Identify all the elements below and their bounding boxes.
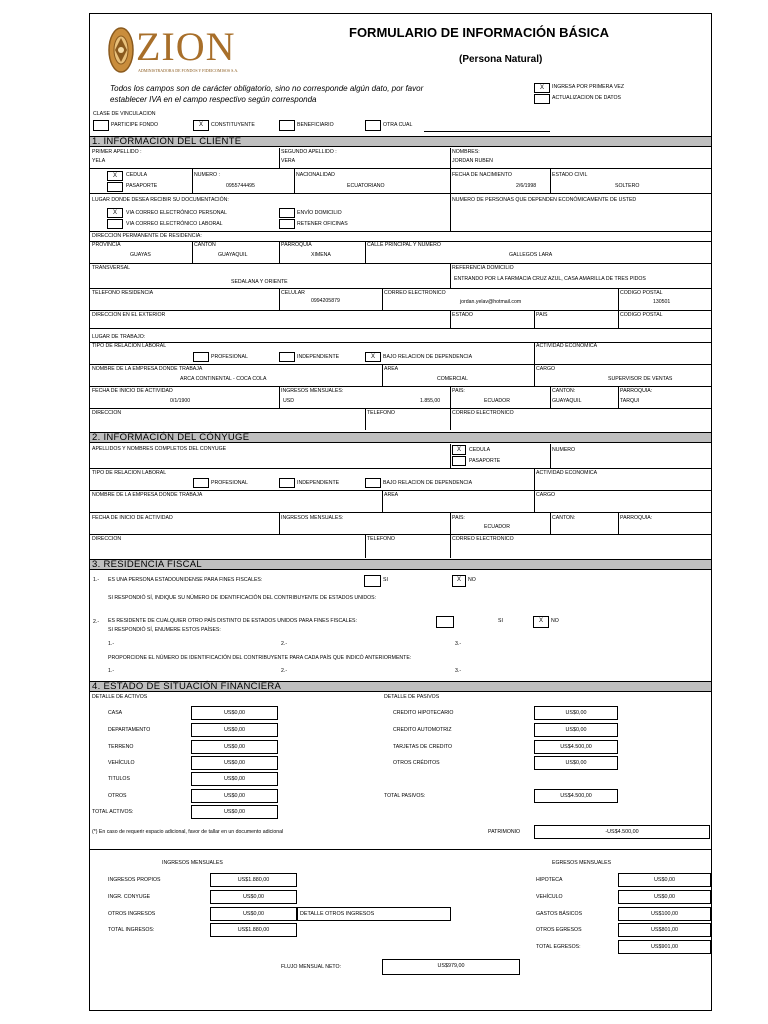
- calle-value: GALLEGOS LARA: [509, 252, 553, 258]
- section-2-header: 2. INFORMACIÓN DEL CÓNYUGE: [90, 432, 711, 443]
- provincia-value: GUAYAS: [130, 252, 151, 258]
- conyuge-pais-value: ECUADOR: [484, 524, 510, 530]
- codigo-postal-label: CODIGO POSTAL: [620, 290, 663, 296]
- codigo-postal-value: 130501: [653, 299, 671, 305]
- form-title: FORMULARIO DE INFORMACIÓN BÁSICA: [349, 25, 609, 40]
- independiente-label: INDEPENDIENTE: [297, 354, 340, 360]
- parroquia-trabajo-label: PARROQUIA:: [620, 388, 653, 394]
- pais-trabajo-value: ECUADOR: [484, 398, 510, 404]
- section-3-header: 3. RESIDENCIA FISCAL: [90, 559, 711, 570]
- update-checkbox[interactable]: [534, 94, 550, 104]
- activo-terreno-label: TERRENO: [108, 744, 134, 750]
- egreso-otros-label: OTROS EGRESOS: [536, 927, 582, 933]
- transversal-value: SEDALANA Y ORIENTE: [231, 279, 288, 285]
- conyuge-cedula-label: CEDULA: [469, 447, 491, 453]
- activo-departamento-label: DEPARTAMENTO: [108, 727, 151, 733]
- conyuge-independiente-label: INDEPENDIENTE: [297, 480, 340, 486]
- estado-label: ESTADO: [452, 312, 473, 318]
- pasivo-otros-value[interactable]: US$0,00: [534, 756, 618, 770]
- otra-label: OTRA CUAL: [383, 122, 413, 128]
- conyuge-cedula-checkbox[interactable]: X: [452, 445, 466, 455]
- calle-label: CALLE PRINCIPAL Y NUMERO: [367, 242, 441, 248]
- conyuge-telefono-label: TELEFONO: [367, 536, 395, 542]
- profesional-checkbox[interactable]: [193, 352, 209, 362]
- pasivo-tarjetas-label: TARJETAS DE CREDITO: [393, 744, 453, 750]
- direccion-trabajo-label: DIRECCION: [92, 410, 122, 416]
- conyuge-actividad-label: ACTIVIDAD ECONOMICA: [536, 470, 598, 476]
- form-subtitle: (Persona Natural): [459, 54, 543, 65]
- celular-value: 0994205879: [311, 298, 340, 304]
- pasaporte-checkbox[interactable]: [107, 182, 123, 192]
- fiscal-q1-no-label: NO: [468, 577, 476, 583]
- ingreso-conyuge-label: INGR. CONYUGE: [108, 894, 151, 900]
- ingreso-otros-label: OTROS INGRESOS: [108, 911, 156, 917]
- doc-email-personal-checkbox[interactable]: X: [107, 208, 123, 218]
- nota-espacio-adicional: (*) En caso de requerir espacio adicional, favor de tallar en un documento adicional: [92, 829, 284, 835]
- parroquia-trabajo-value: TARQUI: [620, 398, 640, 404]
- total-egresos-label: TOTAL EGRESOS:: [536, 944, 581, 950]
- telefono-residencia-label: TELEFONO RESIDENCIA: [92, 290, 154, 296]
- activo-titulos-value[interactable]: US$0,00: [191, 772, 278, 786]
- nif-3-label: 3.-: [455, 668, 462, 674]
- patrimonio-value: -US$4.500,00: [534, 825, 710, 839]
- conyuge-profesional-checkbox[interactable]: [193, 478, 209, 488]
- pasivo-hipotecario-label: CREDITO HIPOTECARIO: [393, 710, 454, 716]
- nif-1-label: 1.-: [108, 668, 115, 674]
- ingreso-otros-value[interactable]: US$0,00: [210, 907, 297, 921]
- conyuge-pasaporte-checkbox[interactable]: [452, 456, 466, 466]
- activo-otros-label: OTROS: [108, 793, 127, 799]
- fiscal-q2-si-label: SI: [498, 618, 503, 624]
- constituyente-label: CONSTITUYENTE: [211, 122, 255, 128]
- conyuge-pais-label: PAIS:: [452, 515, 465, 521]
- doc-domicilio-label: ENVÍO DOMICILIO: [297, 210, 342, 216]
- parroquia-value: XIMENA: [311, 252, 331, 258]
- patrimonio-label: PATRIMONIO: [488, 829, 521, 835]
- canton-trabajo-label: CANTON:: [552, 388, 576, 394]
- fecha-inicio-label: FECHA DE INICIO DE ACTIVIDAD: [92, 388, 173, 394]
- moneda-value: USD: [283, 398, 294, 404]
- activo-departamento-value[interactable]: US$0,00: [191, 723, 278, 737]
- fiscal-q2-si-box[interactable]: [436, 616, 454, 628]
- canton-label: CANTON: [194, 242, 216, 248]
- conyuge-area-label: AREA: [384, 492, 399, 498]
- first-time-label: INGRESA POR PRIMERA VEZ: [552, 84, 625, 90]
- actividad-label: ACTIVIDAD ECONOMICA: [536, 343, 598, 349]
- estado-civil-value: SOLTERO: [615, 183, 640, 189]
- pasivo-hipotecario-value[interactable]: US$0,00: [534, 706, 618, 720]
- vinculacion-label: CLASE DE VINCULACION: [93, 111, 156, 117]
- tipo-relacion-label: TIPO DE RELACION LABORAL: [92, 343, 167, 349]
- ingresos-label: INGRESOS MENSUALES:: [281, 388, 344, 394]
- section-1-header: 1. INFORMACION DEL CLIENTE: [90, 136, 711, 147]
- area-value: COMERCIAL: [437, 376, 468, 382]
- dependencia-label: BAJO RELACION DE DEPENDENCIA: [383, 354, 473, 360]
- egreso-hipoteca-label: HIPOTECA: [536, 877, 563, 883]
- fiscal-q1-si-label: SI: [383, 577, 388, 583]
- fiscal-q2-no-label: NO: [551, 618, 559, 624]
- telefono-trabajo-label: TELEFONO: [367, 410, 395, 416]
- fecha-inicio-value: 0/1/1900: [170, 398, 191, 404]
- flujo-neto-label: FLUJO MENSUAL NETO:: [281, 964, 341, 970]
- activo-vehiculo-value[interactable]: US$0,00: [191, 756, 278, 770]
- doc-oficinas-checkbox[interactable]: [279, 219, 295, 229]
- referencia-label: REFERENCIA DOMICILIO: [452, 265, 514, 271]
- fiscal-q1-text: ES UNA PERSONA ESTADOUNIDENSE PARA FINES FISCALES:: [108, 577, 263, 583]
- cargo-value: SUPERVISOR DE VENTAS: [608, 376, 673, 382]
- fiscal-q1b-text: SI RESPONDIÓ SÍ, INDIQUE SU NÚMERO DE IDENTIFICACIÓN DEL CONTRIBUYENTE DE ESTADOS UNIDOS:: [108, 595, 377, 601]
- fiscal-q2-number: 2.-: [93, 619, 100, 625]
- total-egresos-value: US$901,00: [618, 940, 711, 954]
- ingresos-mensuales-header: INGRESOS MENSUALES: [162, 860, 223, 866]
- direccion-residencia-label: DIRECCION PERMANENTE DE RESIDENCIA:: [92, 233, 202, 239]
- conyuge-tipo-relacion-label: TIPO DE RELACION LABORAL: [92, 470, 167, 476]
- nacionalidad-label: NACIONALIDAD: [296, 172, 335, 178]
- codigo-postal-ext-label: CODIGO POSTAL: [620, 312, 663, 318]
- fiscal-q2b-text: SI RESPONDIÓ SÍ, ENUMERE ESTOS PAÍSES:: [108, 627, 221, 633]
- conyuge-dependencia-checkbox[interactable]: [365, 478, 381, 488]
- update-label: ACTUALIZACION DE DATOS: [552, 95, 621, 101]
- fiscal-q1-no-checkbox[interactable]: X: [452, 575, 466, 587]
- pais-1-label: 1.-: [108, 641, 115, 647]
- doc-email-personal-label: VIA CORREO ELECTRÓNICO PERSONAL: [126, 210, 227, 216]
- total-activos-label: TOTAL ACTIVOS:: [92, 809, 134, 815]
- lugar-trabajo-label: LUGAR DE TRABAJO:: [92, 334, 146, 340]
- egresos-mensuales-header: EGRESOS MENSUALES: [552, 860, 612, 866]
- pais-2-label: 2.-: [281, 641, 288, 647]
- total-activos-value: US$0,00: [191, 805, 278, 819]
- pasivo-otros-label: OTROS CRÉDITOS: [393, 760, 440, 766]
- conyuge-fecha-inicio-label: FECHA DE INICIO DE ACTIVIDAD: [92, 515, 173, 521]
- conyuge-parroquia-label: PARROQUIA:: [620, 515, 653, 521]
- area-label: AREA: [384, 366, 399, 372]
- activo-casa-value[interactable]: US$0,00: [191, 706, 278, 720]
- detalle-otros-ingresos-field[interactable]: [297, 907, 451, 921]
- nombres-value: JORDAN RUBEN: [452, 158, 493, 164]
- otra-checkbox[interactable]: [365, 120, 381, 131]
- canton-trabajo-value: GUAYAQUIL: [552, 398, 582, 404]
- fiscal-q2-no-checkbox[interactable]: X: [533, 616, 549, 628]
- numero-label: NUMERO :: [194, 172, 220, 178]
- segundo-apellido-value: VERA: [281, 158, 296, 164]
- section-4-header: 4. ESTADO DE SITUACIÓN FINANCIERA: [90, 681, 711, 692]
- correo-trabajo-label: CORREO ELECTRONICO: [452, 410, 514, 416]
- conyuge-cargo-label: CARGO: [536, 492, 556, 498]
- constituyente-checkbox[interactable]: X: [193, 120, 209, 131]
- cedula-checkbox[interactable]: X: [107, 171, 123, 181]
- conyuge-nombre-label: APELLIDOS Y NOMBRES COMPLETOS DEL CONYUGE: [92, 446, 227, 452]
- egreso-gastos-label: GASTOS BÁSICOS: [536, 911, 583, 917]
- cargo-label: CARGO: [536, 366, 556, 372]
- referencia-value: ENTRANDO POR LA FARMACIA CRUZ AZUL, CASA AMARILLA DE TRES PIDOS: [454, 276, 646, 282]
- doc-domicilio-checkbox[interactable]: [279, 208, 295, 218]
- activo-casa-label: CASA: [108, 710, 123, 716]
- beneficiario-checkbox[interactable]: [279, 120, 295, 131]
- zion-emblem-icon: [106, 24, 136, 76]
- activo-titulos-label: TITULOS: [108, 776, 130, 782]
- pais-trabajo-label: PAIS:: [452, 388, 465, 394]
- pasivo-tarjetas-value[interactable]: US$4.500,00: [534, 740, 618, 754]
- fiscal-q1-si-checkbox[interactable]: [364, 575, 381, 587]
- logo-name: ZION: [136, 24, 236, 69]
- pasaporte-label: PASAPORTE: [126, 183, 158, 189]
- primer-apellido-value: YELA: [92, 158, 106, 164]
- doc-oficinas-label: RETENER OFICINAS: [297, 221, 348, 227]
- ingreso-propios-value[interactable]: US$1.880,00: [210, 873, 297, 887]
- fiscal-q2-text: ES RESIDENTE DE CUALQUIER OTRO PAÍS DISTINTO DE ESTADOS UNIDOS PARA FINES FISCALES:: [108, 618, 357, 624]
- provincia-label: PROVINCIA: [92, 242, 121, 248]
- conyuge-ingresos-label: INGRESOS MENSUALES:: [281, 515, 344, 521]
- parroquia-label: PARROQUIA: [281, 242, 312, 248]
- detalle-otros-ingresos-label: DETALLE OTROS INGRESOS: [300, 911, 375, 917]
- pasivo-automotriz-label: CREDITO AUTOMOTRIZ: [393, 727, 452, 733]
- empresa-value: ARCA CONTINENTAL - COCA COLA: [180, 376, 267, 382]
- total-pasivos-value: US$4.500,00: [534, 789, 618, 803]
- correo-label: CORREO ELECTRONICO: [384, 290, 446, 296]
- pais-label: PAIS: [536, 312, 548, 318]
- intro-line-2: establecer IVA en el campo respectivo según corresponda: [110, 95, 317, 104]
- conyuge-profesional-label: PROFESIONAL: [211, 480, 248, 486]
- egreso-vehiculo-label: VEHÍCULO: [536, 894, 563, 900]
- fecha-nacimiento-value: 2/6/1998: [516, 183, 537, 189]
- numero-value: 0955744495: [226, 183, 255, 189]
- total-ingresos-label: TOTAL INGRESOS:: [108, 927, 155, 933]
- dependientes-label: NUMERO DE PERSONAS QUE DEPENDEN ECONÓMICAMENTE DE USTED: [452, 197, 637, 203]
- participe-label: PARTICIPE FONDO: [111, 122, 159, 128]
- independiente-checkbox[interactable]: [279, 352, 295, 362]
- ingreso-conyuge-value[interactable]: US$0,00: [210, 890, 297, 904]
- activos-header: DETALLE DE ACTIVOS: [92, 694, 148, 700]
- conyuge-correo-label: CORREO ELECTRONICO: [452, 536, 514, 542]
- conyuge-dependencia-label: BAJO RELACION DE DEPENDENCIA: [383, 480, 473, 486]
- basic-info-form: [89, 13, 712, 1011]
- primer-apellido-label: PRIMER APELLIDO :: [92, 149, 142, 155]
- nacionalidad-value: ECUATORIANO: [347, 183, 385, 189]
- conyuge-direccion-label: DIRECCION: [92, 536, 122, 542]
- first-time-checkbox[interactable]: X: [534, 83, 550, 93]
- celular-label: CELULAR: [281, 290, 305, 296]
- total-pasivos-label: TOTAL PASIVOS:: [384, 793, 426, 799]
- nombres-label: NOMBRES:: [452, 149, 480, 155]
- estado-civil-label: ESTADO CIVIL: [552, 172, 588, 178]
- flujo-neto-value: US$979,00: [382, 959, 520, 975]
- nif-2-label: 2.-: [281, 668, 288, 674]
- total-ingresos-value: US$1.880,00: [210, 923, 297, 937]
- ingreso-propios-label: INGRESOS PROPIOS: [108, 877, 161, 883]
- activo-vehiculo-label: VEHÍCULO: [108, 760, 135, 766]
- beneficiario-label: BENEFICIARIO: [297, 122, 334, 128]
- conyuge-canton-label: CANTON:: [552, 515, 576, 521]
- conyuge-pasaporte-label: PASAPORTE: [469, 458, 501, 464]
- egreso-otros-value[interactable]: US$801,00: [618, 923, 711, 937]
- profesional-label: PROFESIONAL: [211, 354, 248, 360]
- doc-email-laboral-label: VIA CORREO ELECTRÓNICO LABORAL: [126, 221, 223, 227]
- transversal-label: TRANSVERSAL: [92, 265, 131, 271]
- conyuge-empresa-label: NOMBRE DE LA EMPRESA DONDE TRABAJA: [92, 492, 203, 498]
- activo-otros-value[interactable]: US$0,00: [191, 789, 278, 803]
- empresa-label: NOMBRE DE LA EMPRESA DONDE TRABAJA: [92, 366, 203, 372]
- dependencia-checkbox[interactable]: X: [365, 352, 381, 362]
- fiscal-q1-number: 1.-: [93, 577, 100, 583]
- zion-logo: [106, 24, 239, 76]
- activo-terreno-value[interactable]: US$0,00: [191, 740, 278, 754]
- lugar-doc-label: LUGAR DONDE DESEA RECIBIR SU DOCUMENTACIÓN:: [92, 197, 229, 203]
- participe-checkbox[interactable]: [93, 120, 109, 131]
- pasivos-header: DETALLE DE PASIVOS: [384, 694, 440, 700]
- correo-value: jordan.yelav@hotmail.com: [460, 299, 522, 305]
- conyuge-numero-label: NUMERO: [552, 447, 576, 453]
- intro-line-1: Todos los campos son de carácter obligatorio, sino no corresponde algún dato, por favor: [110, 84, 424, 93]
- cedula-label: CEDULA: [126, 172, 148, 178]
- fiscal-q3-text: PROPORCIONE EL NÚMERO DE IDENTIFICACIÓN DEL CONTRIBUYENTE PARA CADA PAÍS QUE INDICÓ ANTERIORMENTE:: [108, 655, 412, 661]
- egreso-vehiculo-value[interactable]: US$0,00: [618, 890, 711, 904]
- ingresos-value: 1.855,00: [420, 398, 441, 404]
- conyuge-independiente-checkbox[interactable]: [279, 478, 295, 488]
- direccion-exterior-label: DIRECCION EN EL EXTERIOR: [92, 312, 166, 318]
- egreso-gastos-value[interactable]: US$100,00: [618, 907, 711, 921]
- logo-subtitle: ADMINISTRADORA DE FONDOS Y FIDEICOMISOS S.A.: [138, 68, 239, 73]
- fecha-nacimiento-label: FECHA DE NACIMIENTO: [452, 172, 512, 178]
- egreso-hipoteca-value[interactable]: US$0,00: [618, 873, 711, 887]
- pasivo-automotriz-value[interactable]: US$0,00: [534, 723, 618, 737]
- segundo-apellido-label: SEGUNDO APELLIDO :: [281, 149, 337, 155]
- doc-email-laboral-checkbox[interactable]: [107, 219, 123, 229]
- canton-value: GUAYAQUIL: [218, 252, 248, 258]
- pais-3-label: 3.-: [455, 641, 462, 647]
